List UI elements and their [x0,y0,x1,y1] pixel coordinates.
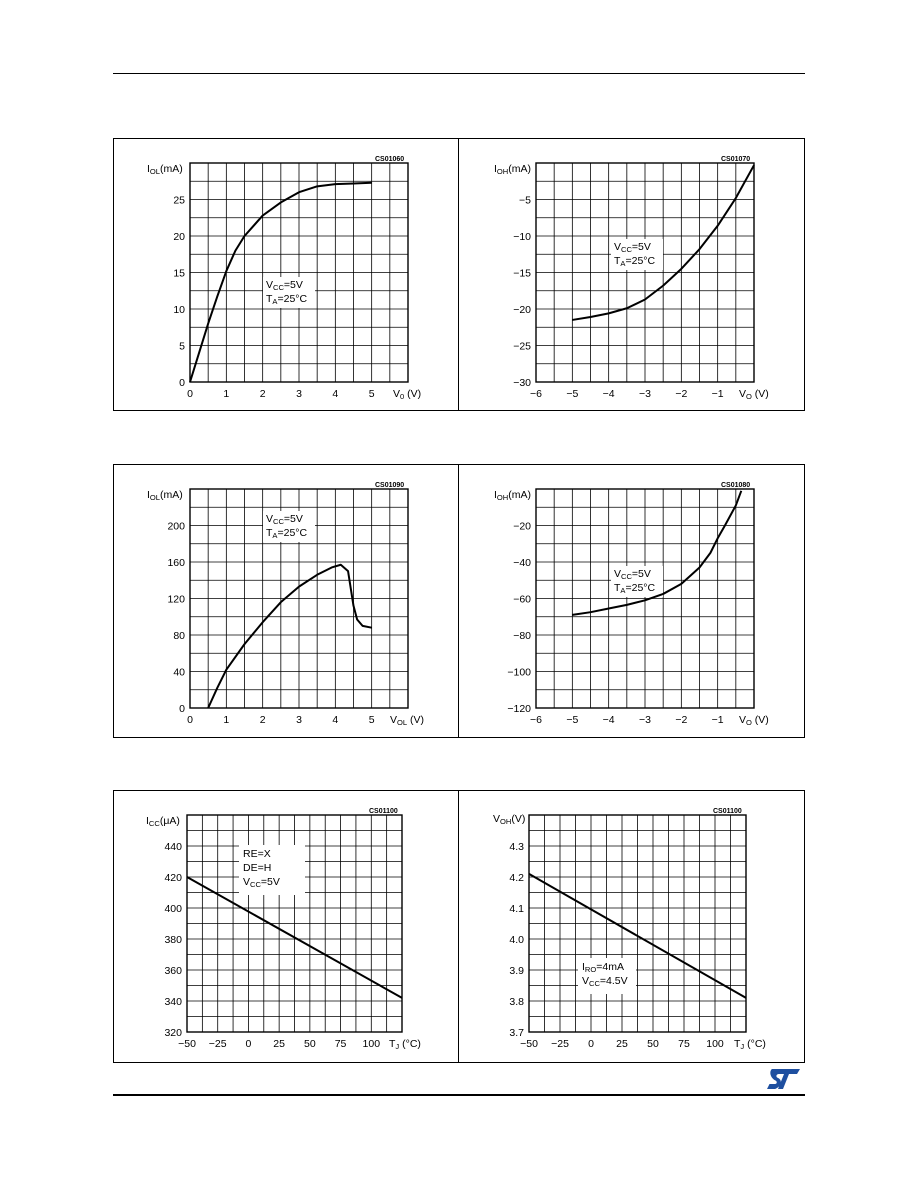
y-tick-label: −25 [513,340,531,353]
y-tick-label: 0 [179,377,185,389]
x-tick-label: 1 [223,388,230,400]
x-tick-label: −4 [602,714,615,726]
x-tick-label: 0 [187,714,193,726]
grid-cs01080 [536,489,754,708]
y-tick-label: 40 [173,666,185,679]
annotation-line: TA=25°C [266,293,308,306]
x-tick-label: −25 [208,1038,227,1050]
x-tick-label: 2 [259,388,266,400]
x-tick-label: 50 [647,1038,659,1050]
figure-code: CS01080 [721,482,751,489]
x-tick-label: 5 [368,714,375,726]
x-axis-label: VO (V) [739,388,769,401]
annotation-line: TA=25°C [614,582,656,595]
annotation-line: TA=25°C [614,255,656,268]
x-tick-label: 0 [245,1038,252,1050]
y-tick-label: 4.1 [509,903,524,915]
y-axis-label: ICC(μA) [146,815,180,828]
x-tick-label: 3 [296,388,302,400]
y-tick-label: 4.2 [509,872,524,884]
y-tick-label: 3.7 [509,1027,524,1039]
y-tick-label: 160 [167,557,185,569]
x-tick-label: −50 [178,1038,196,1050]
x-tick-label: −6 [530,388,542,400]
x-tick-label: −1 [711,714,724,726]
y-tick-label: 10 [173,304,185,316]
annotation-line: VCC=5V [266,513,303,526]
y-tick-label: −15 [513,267,531,280]
x-tick-label: −6 [530,714,542,726]
x-tick-label: −50 [520,1038,538,1050]
y-tick-label: 15 [173,267,185,280]
x-axis-label: V0 (V) [393,388,422,401]
x-axis-label: VOL (V) [390,714,425,727]
x-tick-label: 0 [187,388,193,400]
y-tick-label: 200 [167,520,185,533]
chart-cs01070 [494,156,769,401]
series-line-cs01080 [572,491,741,615]
annotation-line: TA=25°C [266,527,308,540]
x-tick-label: 25 [616,1038,628,1050]
x-tick-label: 50 [304,1038,316,1050]
x-tick-label: −3 [639,714,651,726]
x-tick-label: −5 [566,388,579,400]
annotation-line: DE=H [243,862,272,874]
x-tick-label: 4 [332,388,339,400]
annotation-line: VCC=5V [614,568,651,581]
y-tick-label: −40 [513,557,531,569]
x-tick-label: 3 [296,714,302,726]
x-tick-label: 5 [368,388,375,400]
chart-cs01090 [147,482,424,727]
y-tick-label: 380 [164,934,182,946]
x-tick-label: 0 [588,1038,594,1050]
y-tick-label: 400 [164,903,182,915]
x-tick-label: −2 [675,714,688,726]
y-tick-label: 5 [179,340,185,353]
x-tick-label: 4 [332,714,339,726]
x-tick-label: −25 [551,1038,569,1050]
y-axis-label: IOH(mA) [494,163,531,176]
annotation-line: IRO=4mA [582,961,624,974]
x-tick-label: 2 [259,714,266,726]
x-axis-label: TJ (°C) [734,1038,766,1051]
grid-cs01100b [529,815,746,1032]
figure-code: CS01100 [713,808,742,815]
y-tick-label: 320 [164,1027,182,1039]
x-axis-label: VO (V) [739,714,769,727]
y-tick-label: 440 [164,841,182,853]
x-tick-label: 100 [362,1038,381,1050]
y-tick-label: −20 [513,520,531,533]
x-axis-label: TJ (°C) [389,1038,421,1051]
y-tick-label: 3.9 [509,965,524,977]
y-tick-label: −80 [513,630,531,642]
x-tick-label: 75 [334,1038,347,1050]
grid-cs01060 [190,163,408,382]
chart-cs01100a [146,808,421,1051]
y-tick-label: −5 [519,194,531,207]
footer-rule [113,1094,805,1096]
grid-cs01070 [536,163,754,382]
annotation-line: VCC=5V [266,279,303,292]
y-tick-label: 120 [167,593,185,606]
annotation-line: RE=X [243,848,271,860]
y-tick-label: −60 [513,593,531,606]
y-tick-label: −10 [513,231,531,243]
y-tick-label: 4.0 [509,934,524,946]
annotation-line: VCC=4.5V [582,975,628,988]
figure-code: CS01100 [369,808,398,815]
series-line-cs01090 [208,565,371,708]
y-axis-label: IOL(mA) [147,489,183,502]
figure-code: CS01090 [375,482,405,489]
y-tick-label: 25 [173,194,185,207]
y-tick-label: −30 [513,377,531,389]
y-tick-label: 3.8 [509,996,524,1008]
y-tick-label: 20 [173,231,185,243]
y-tick-label: 340 [164,996,182,1008]
x-tick-label: 1 [223,714,230,726]
chart-cs01100b [493,808,766,1051]
y-tick-label: 0 [179,703,185,715]
y-tick-label: 80 [173,630,185,642]
y-axis-label: IOL(mA) [147,163,183,176]
st-logo-icon [766,1067,802,1091]
y-tick-label: 420 [164,872,182,884]
x-tick-label: 25 [273,1038,285,1050]
y-tick-label: 360 [164,965,182,977]
x-tick-label: −3 [639,388,651,400]
y-tick-label: −100 [507,666,531,679]
y-tick-label: −120 [507,703,531,715]
figure-code: CS01070 [721,156,751,163]
x-tick-label: −5 [566,714,579,726]
x-tick-label: 100 [706,1038,724,1050]
chart-cs01080 [494,482,769,727]
x-tick-label: −2 [675,388,688,400]
y-axis-label: VOH(V) [493,813,526,826]
x-tick-label: 75 [678,1038,690,1050]
y-axis-label: IOH(mA) [494,489,531,502]
y-tick-label: −20 [513,304,531,316]
annotation-line: VCC=5V [243,876,280,889]
figure-code: CS01060 [375,156,405,163]
y-tick-label: 4.3 [509,841,524,853]
x-tick-label: −4 [602,388,615,400]
annotation-line: VCC=5V [614,241,651,254]
x-tick-label: −1 [711,388,724,400]
chart-cs01060 [147,156,421,401]
